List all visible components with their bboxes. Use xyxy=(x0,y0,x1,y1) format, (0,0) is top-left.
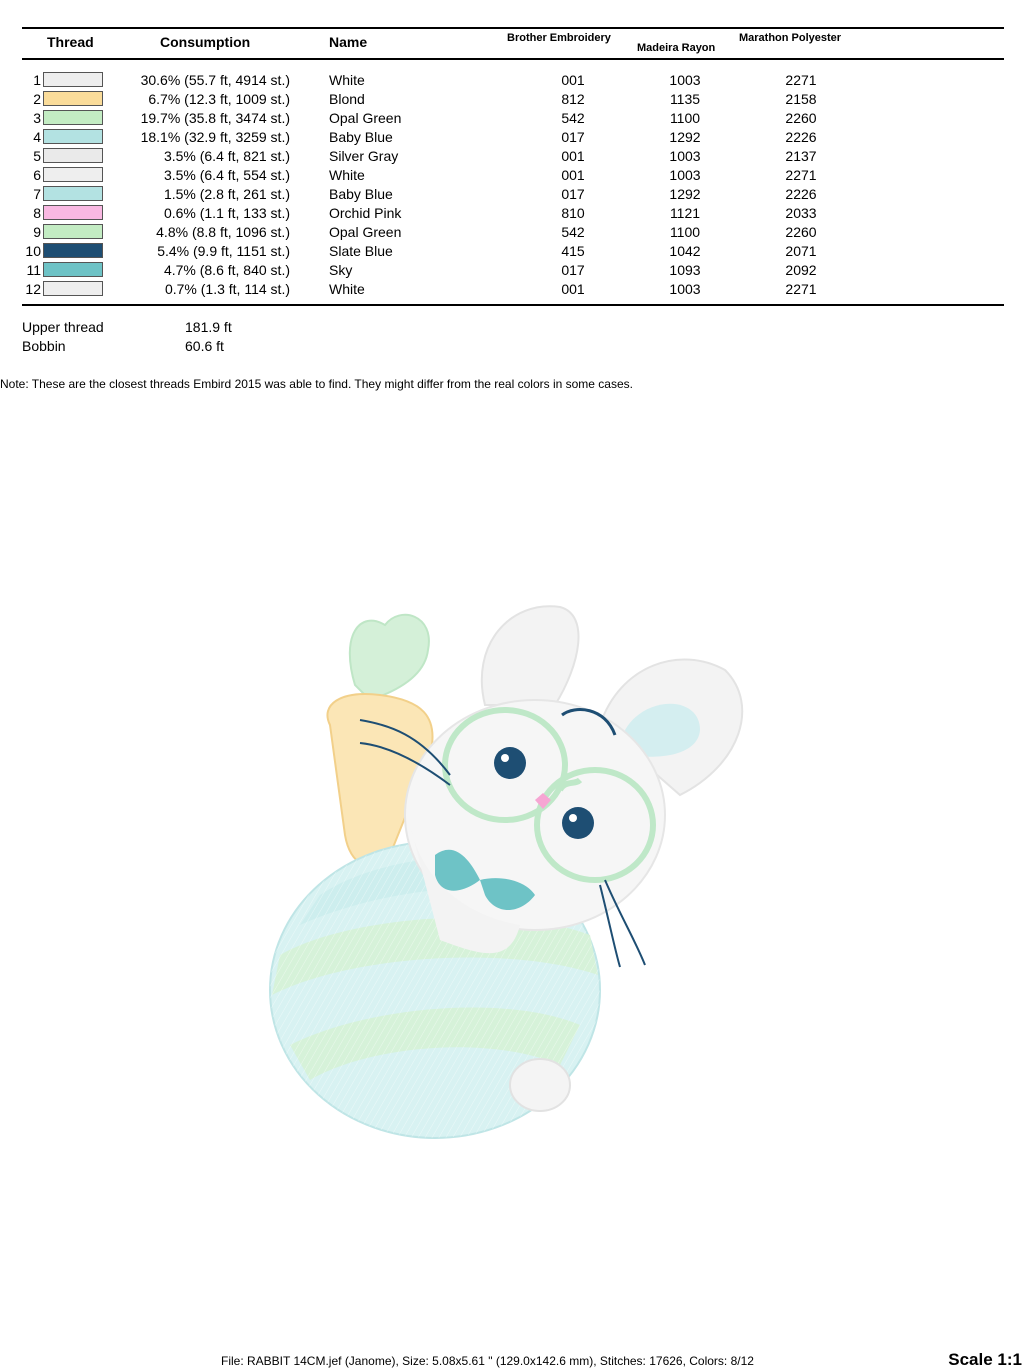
bobbin-label: Bobbin xyxy=(22,338,66,354)
brother-code-cell: 810 xyxy=(561,205,585,221)
brother-code-cell: 001 xyxy=(561,281,585,297)
consumption-cell: 3.5% (6.4 ft, 554 st.) xyxy=(163,167,290,183)
consumption-cell: 0.7% (1.3 ft, 114 st.) xyxy=(164,281,290,297)
brother-code-cell: 542 xyxy=(561,110,585,126)
brother-code-cell: 415 xyxy=(561,243,585,259)
brother-code-cell: 017 xyxy=(561,129,585,145)
upper-thread-value: 181.9 ft xyxy=(185,319,232,335)
table-row xyxy=(0,166,1024,185)
thread-name-cell: Sky xyxy=(329,262,353,278)
thread-number: 12 xyxy=(25,281,41,297)
header-consumption: Consumption xyxy=(160,34,251,50)
thread-name-cell: Opal Green xyxy=(329,224,402,240)
thread-name-cell: Slate Blue xyxy=(329,243,393,259)
thread-name-cell: Blond xyxy=(329,91,365,107)
consumption-cell: 4.8% (8.8 ft, 1096 st.) xyxy=(156,224,290,240)
header-marathon: Marathon Polyester xyxy=(739,32,842,44)
madeira-code-cell: 1100 xyxy=(669,224,701,240)
consumption-cell: 18.1% (32.9 ft, 3259 st.) xyxy=(140,129,290,145)
brother-code-cell: 812 xyxy=(561,91,585,107)
color-swatch xyxy=(43,281,103,296)
thread-number: 4 xyxy=(33,129,41,145)
color-swatch xyxy=(43,129,103,144)
thread-number: 5 xyxy=(33,148,41,164)
thread-number: 2 xyxy=(33,91,41,107)
brother-code-cell: 001 xyxy=(561,72,585,88)
brother-code-cell: 017 xyxy=(561,262,585,278)
color-swatch xyxy=(43,167,103,182)
thread-name-cell: Baby Blue xyxy=(329,129,393,145)
color-swatch xyxy=(43,243,103,258)
brother-code-cell: 542 xyxy=(561,224,585,240)
marathon-code-cell: 2260 xyxy=(785,224,817,240)
brother-code-cell: 001 xyxy=(561,167,585,183)
color-swatch xyxy=(43,148,103,163)
consumption-cell: 5.4% (9.9 ft, 1151 st.) xyxy=(157,243,290,259)
color-swatch xyxy=(43,186,103,201)
madeira-code-cell: 1292 xyxy=(669,186,701,202)
thread-number: 10 xyxy=(25,243,41,259)
madeira-code-cell: 1003 xyxy=(669,281,701,297)
color-swatch xyxy=(43,110,103,125)
table-row xyxy=(0,261,1024,280)
thread-name-cell: Silver Gray xyxy=(329,148,399,164)
table-row xyxy=(0,204,1024,223)
table-row xyxy=(0,223,1024,242)
table-row xyxy=(0,109,1024,128)
color-swatch xyxy=(43,205,103,220)
marathon-code-cell: 2071 xyxy=(785,243,817,259)
madeira-code-cell: 1121 xyxy=(669,205,701,221)
table-row xyxy=(0,280,1024,299)
thread-number: 9 xyxy=(33,224,41,240)
carrot-leaves xyxy=(350,615,429,700)
consumption-cell: 3.5% (6.4 ft, 821 st.) xyxy=(163,148,290,164)
brother-code-cell: 017 xyxy=(561,186,585,202)
thread-name-cell: White xyxy=(329,167,365,183)
thread-number: 7 xyxy=(33,186,41,202)
scale-label: Scale 1:1 xyxy=(948,1350,1022,1369)
table-row xyxy=(0,128,1024,147)
madeira-code-cell: 1003 xyxy=(669,167,701,183)
table-row xyxy=(0,147,1024,166)
embroidery-design-image xyxy=(260,595,760,1145)
madeira-code-cell: 1135 xyxy=(669,91,701,107)
marathon-code-cell: 2271 xyxy=(785,72,817,88)
consumption-cell: 4.7% (8.6 ft, 840 st.) xyxy=(163,262,290,278)
marathon-code-cell: 2158 xyxy=(785,91,817,107)
thread-number: 6 xyxy=(33,167,41,183)
thread-number: 1 xyxy=(33,72,41,88)
color-swatch xyxy=(43,91,103,106)
madeira-code-cell: 1093 xyxy=(669,262,701,278)
marathon-code-cell: 2092 xyxy=(785,262,817,278)
consumption-cell: 0.6% (1.1 ft, 133 st.) xyxy=(163,205,290,221)
top-rule xyxy=(22,27,1004,29)
thread-name-cell: Baby Blue xyxy=(329,186,393,202)
consumption-cell: 1.5% (2.8 ft, 261 st.) xyxy=(163,186,290,202)
marathon-code-cell: 2260 xyxy=(785,110,817,126)
madeira-code-cell: 1100 xyxy=(669,110,701,126)
consumption-cell: 6.7% (12.3 ft, 1009 st.) xyxy=(148,91,290,107)
madeira-code-cell: 1042 xyxy=(669,243,701,259)
header-rule xyxy=(22,58,1004,60)
bobbin-value: 60.6 ft xyxy=(185,338,224,354)
upper-thread-label: Upper thread xyxy=(22,319,104,335)
marathon-code-cell: 2137 xyxy=(785,148,817,164)
table-row xyxy=(0,242,1024,261)
thread-name-cell: Orchid Pink xyxy=(329,205,402,221)
header-brother: Brother Embroidery xyxy=(507,32,611,44)
file-info-footer: File: RABBIT 14CM.jef (Janome), Size: 5.08x5.61 " (129.0x142.6 mm), Stitches: 17626, Colors: 8/12 xyxy=(221,1354,754,1368)
table-row xyxy=(0,71,1024,90)
header-thread: Thread xyxy=(47,34,94,50)
marathon-code-cell: 2226 xyxy=(785,186,817,202)
color-swatch xyxy=(43,262,103,277)
thread-number: 11 xyxy=(26,262,41,278)
color-swatch xyxy=(43,224,103,239)
thread-number: 3 xyxy=(33,110,41,126)
note-text: Note: These are the closest threads Embird 2015 was able to find. They might differ from the real colors in some cases. xyxy=(0,377,633,391)
marathon-code-cell: 2271 xyxy=(785,281,817,297)
thread-name-cell: White xyxy=(329,281,365,297)
table-row xyxy=(0,185,1024,204)
thread-name-cell: White xyxy=(329,72,365,88)
thread-name-cell: Opal Green xyxy=(329,110,402,126)
header-madeira: Madeira Rayon xyxy=(637,42,716,54)
table-bottom-rule xyxy=(22,304,1004,306)
madeira-code-cell: 1003 xyxy=(669,72,701,88)
consumption-cell: 19.7% (35.8 ft, 3474 st.) xyxy=(140,110,290,126)
consumption-cell: 30.6% (55.7 ft, 4914 st.) xyxy=(140,72,290,88)
header-name: Name xyxy=(329,34,368,50)
madeira-code-cell: 1003 xyxy=(669,148,701,164)
marathon-code-cell: 2033 xyxy=(785,205,817,221)
brother-code-cell: 001 xyxy=(561,148,585,164)
rabbit-foot xyxy=(510,1059,570,1111)
table-row xyxy=(0,90,1024,109)
color-swatch xyxy=(43,72,103,87)
madeira-code-cell: 1292 xyxy=(669,129,701,145)
thread-number: 8 xyxy=(33,205,41,221)
marathon-code-cell: 2271 xyxy=(785,167,817,183)
marathon-code-cell: 2226 xyxy=(785,129,817,145)
